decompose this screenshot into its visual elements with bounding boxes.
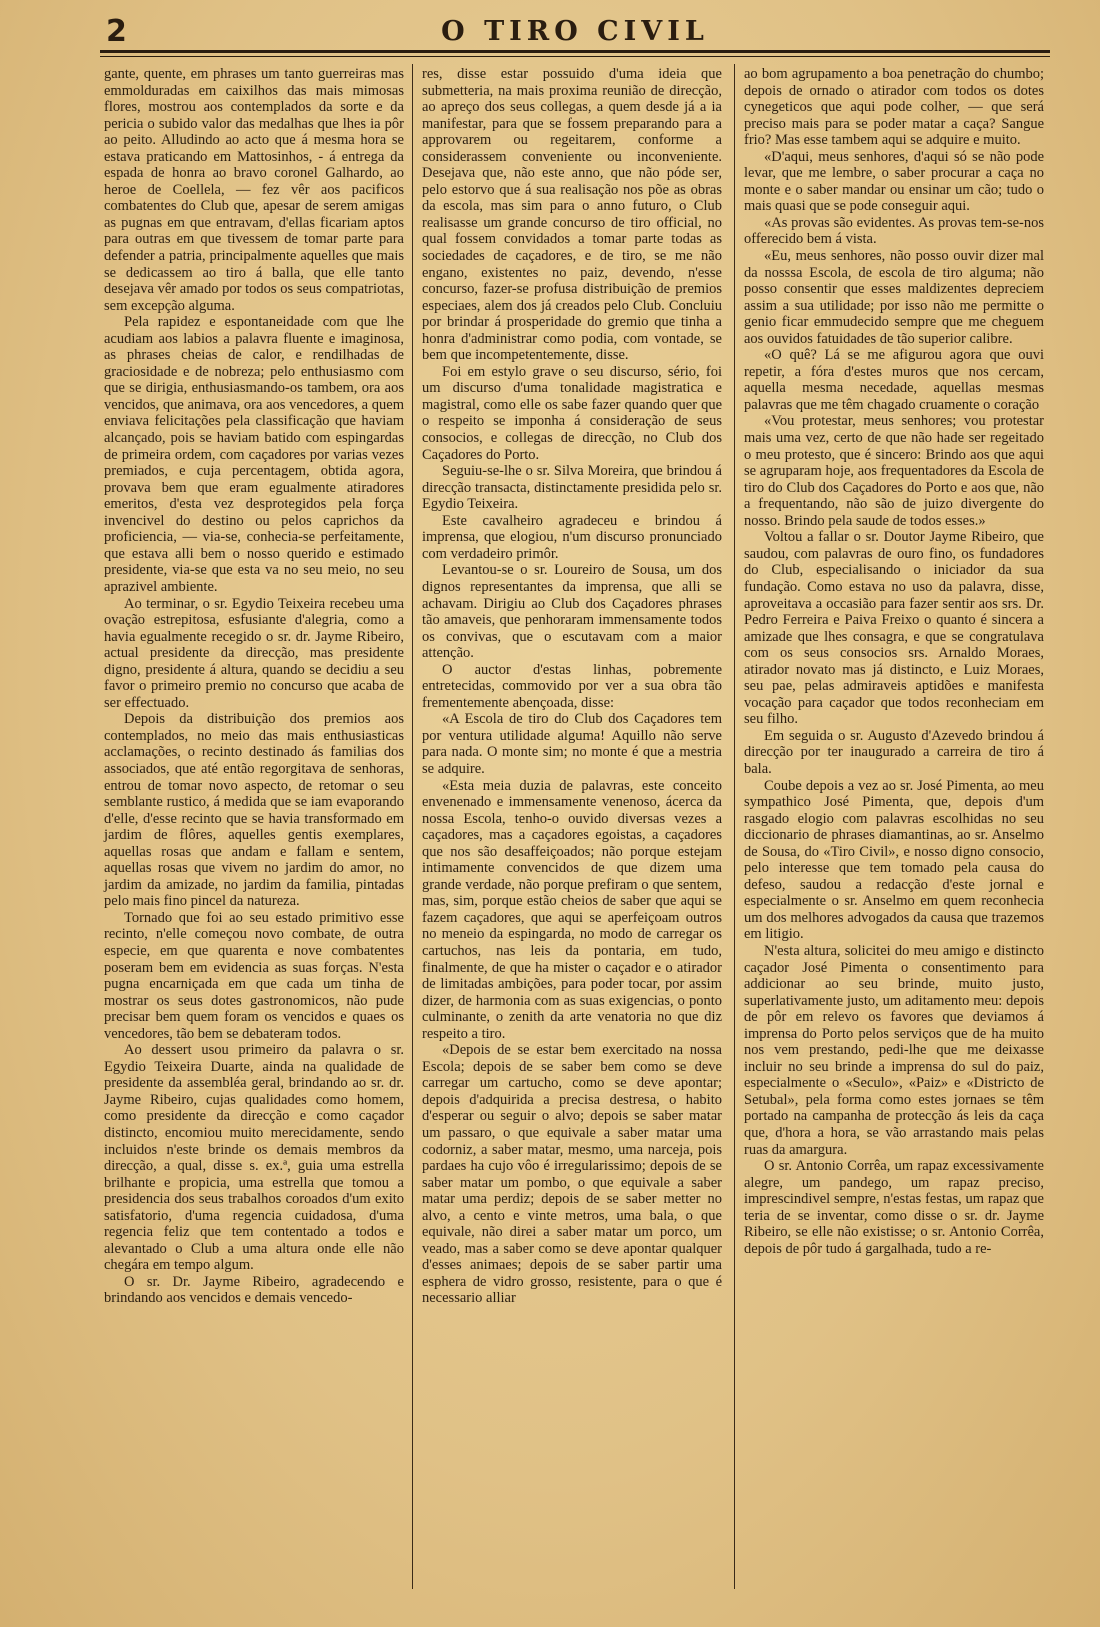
article-paragraph: Coube depois a vez ao sr. José Pimenta, ao meu sympathico José Pimenta, que, depois d'um rasgado elogio com palavras escolhidas no seu diccionario de phrases diamantinas, ao sr. Anselmo de Sousa, do «Tiro Civil», e nosso digno consocio, pelo interesse que tem tomado pela causa do defeso, saudou a redacção d'este jornal e especialmente o sr. Anselmo em quem reconhecia um dos melhores advogados da causa que trazemos em litigio. <box>744 777 1044 943</box>
column-3 <box>744 66 1044 1257</box>
column-1 <box>104 66 404 1307</box>
article-paragraph: «Depois de se estar bem exercitado na nossa Escola; depois de se saber bem como se deve carregar um cartucho, como se deve apontar; depois d'adquirida a precisa destresa, o habito d'esperar ou seguir o alvo; depois se saber matar um passaro, o que equivale a saber matar uma codorniz, a saber matar, mesmo, uma narceja, pois pardaes ha cujo vôo é irregularissimo; depois de se saber matar um pombo, o que equivale a saber matar uma perdiz; depois de se saber metter no alvo, a cento e vinte metros, uma bala, o que equivale, não direi a saber matar um porco, um veado, mas a saber como se deve apontar qualquer d'esses animaes; depois de se saber partir uma esphera de vidro grosso, resistente, para o que é necessario alliar <box>422 1042 722 1307</box>
article-paragraph: «As provas são evidentes. As provas tem-se-nos offerecido bem á vista. <box>744 214 1044 248</box>
journal-title: O TIRO CIVIL <box>441 16 709 47</box>
article-paragraph: Ao terminar, o sr. Egydio Teixeira recebeu uma ovação estrepitosa, esfusiante d'alegria, como a havia egualmente recegido o sr. dr. Jayme Ribeiro, actual presidente da direcção, mas presidente digno, presidente á altura, quando se decidiu a seu favor o primeiro premio no concurso que acaba de ser effectuado. <box>104 595 404 711</box>
article-paragraph: «Eu, meus senhores, não posso ouvir dizer mal da nosssa Escola, de escola de tiro alguma; não posso consentir que esses maldizentes depreciem assim a sua utilidade; por isso não me permitte o genio ficar emmudecido sempre que me cheguem aos ouvidos fatuidades de tão superior calibre. <box>744 248 1044 347</box>
column-separator-2 <box>734 64 735 1589</box>
article-paragraph: res, disse estar possuido d'uma ideia que submetteria, na mais proxima reunião de direcção, ao apreço dos seus collegas, a quem desde já a ia manifestar, para que se fossem preparando para a approvarem ou regeitarem, conforme a considerassem conveniente ou inconveniente. Desejava que, não este anno, que não póde ser, pelo estorvo que á sua realisação nos põe as obras da escola, mas sim para o anno futuro, o Club realisasse um grande concurso de tiro official, no qual fossem convidados a tomar parte todas as sociedades de caçadores, e de tiro, se me não engano, existentes no paiz, devendo, n'esse concurso, fazer-se profusa distribuição de premios especiaes, alem dos já creados pelo Club. Concluiu por brindar á prosperidade do gremio que tinha a honra d'administrar como podia, com vontade, se bem que incompetentemente, disse. <box>422 66 722 364</box>
article-paragraph: «O quê? Lá se me afigurou agora que ouvi repetir, a fóra d'estes muros que nos cercam, aquella mesma necedade, aquellas mesmas palavras que me têm chagado cruamente o coração <box>744 347 1044 413</box>
article-paragraph: O auctor d'estas linhas, pobremente entretecidas, commovido por ver a sua obra tão frementemente abençoada, disse: <box>422 661 722 711</box>
article-paragraph: Levantou-se o sr. Loureiro de Sousa, um dos dignos representantes da imprensa, que alli se achavam. Dirigiu ao Club dos Caçadores phrases tão amaveis, que penhoraram immensamente todos os convivas, que o escutavam com a maior attenção. <box>422 562 722 662</box>
article-paragraph: Seguiu-se-lhe o sr. Silva Moreira, que brindou á direcção transacta, distinctamente presidida pelo sr. Egydio Teixeira. <box>422 463 722 513</box>
article-paragraph: Voltou a fallar o sr. Doutor Jayme Ribeiro, que saudou, com palavras de ouro fino, os fundadores do Club, especialisando o iniciador da sua fundação. Como estava no uso da palavra, disse, aproveitava a occasião para fazer sentir aos srs. Dr. Pedro Ferreira e Paiva Freixo o quanto é sincera a amizade que lhes consagra, e que se congratulava com os seus consocios srs. Arnaldo Moraes, atirador novato mas já distincto, e Luiz Moraes, seu pae, pelas admiraveis aptidões e manifesta vocação para caçador que todos reconheciam em seu filho. <box>744 529 1044 728</box>
article-paragraph: Este cavalheiro agradeceu e brindou á imprensa, que elogiou, n'um discurso pronunciado com verdadeiro primôr. <box>422 512 722 562</box>
article-paragraph: «A Escola de tiro do Club dos Caçadores tem por ventura utilidade alguma! Aquillo não serve para nada. O monte sim; no monte é que a mestria se adquire. <box>422 711 722 777</box>
header-rule-thick <box>100 50 1050 53</box>
page-number: 2 <box>106 14 128 49</box>
article-paragraph: Em seguida o sr. Augusto d'Azevedo brindou á direcção por ter inaugurado a carreira de tiro á bala. <box>744 727 1044 777</box>
article-paragraph: «Vou protestar, meus senhores; vou protestar mais uma vez, certo de que não hade ser regeitado o meu protesto, que é sincero: Brindo aos que aqui se agruparam hoje, aos frequentadores da Escola de tiro do Club dos Caçadores do Porto e aos que, não a frequentando, não são de juizo divergente do nosso. Brindo pela saude de todos esses.» <box>744 413 1044 529</box>
column-2 <box>422 66 722 1307</box>
column-separator-1 <box>412 64 413 1589</box>
article-paragraph: «Esta meia duzia de palavras, este conceito envenenado e immensamente venenoso, ácerca da nossa Escola, tenho-o ouvido diversas vezes a caçadores, mas a caçadores egoistas, a caçadores que nos são desaffeiçoados; não porque estejam intimamente convencidos de que dizem uma grande verdade, não porque prefiram o que sentem, mas, sim, porque estão cheios de saber que aqui se fazem caçadores, que aqui se aperfeiçoam outros no meneio da espingarda, no modo de carregar os cartuchos, nas leis da pontaria, em tudo, finalmente, de que ha mister o caçador e o atirador de limitadas ambições, para poder tocar, por assim dizer, de harmonia com as suas exigencias, o ponto culminante, o zenith da arte venatoria no que diz respeito a tiro. <box>422 777 722 1042</box>
article-paragraph: «D'aqui, meus senhores, d'aqui só se não pode levar, que me lembre, o saber procurar a caça no monte e o saber mandar ou ensinar um cão; tudo o mais quasi que se pode conseguir aqui. <box>744 148 1044 215</box>
article-paragraph: O sr. Dr. Jayme Ribeiro, agradecendo e brindando aos vencidos e demais vencedo- <box>104 1273 404 1307</box>
page-header <box>100 14 1050 48</box>
article-paragraph: Pela rapidez e espontaneidade com que lhe acudiam aos labios a palavra fluente e imaginosa, as phrases cheias de calor, e rendilhadas de graciosidade e de nobreza; pelo enthusiasmo com que se dirigia, enthusiasmando-os tambem, ora aos vencidos, que animava, ora aos vencedores, a quem enviava felicitações pela classificação que haviam alcançado, pois se haviam batido com espingardas de primeira ordem, com caçadores por varias vezes premiados, e cuja percentagem, obtida agora, provava bem que eram egualmente atiradores emeritos, d'esta vez desprotegidos pela força invencivel do destino ou pelos caprichos da proficiencia, — via-se, conhecia-se perfeitamente, que estava alli bem o nosso querido e estimado presidente, via-se que esta va no seu meio, no seu aprazivel ambiente. <box>104 314 404 595</box>
article-paragraph: Tornado que foi ao seu estado primitivo esse recinto, n'elle começou novo combate, de outra especie, em que quarenta e nove combatentes poseram bem em evidencia as suas forças. N'esta pugna encarniçada em que cada um tinha de mostrar os seus dotes gastronomicos, não pude precisar bem quem foram os vencidos e quaes os vencedores, tão bem se debateram todos. <box>104 909 404 1042</box>
article-paragraph: Ao dessert usou primeiro da palavra o sr. Egydio Teixeira Duarte, ainda na qualidade de presidente da assembléa geral, brindando ao sr. dr. Jayme Ribeiro, cujas qualidades como homem, como presidente da direcção e como caçador distincto, encomiou muito merecidamente, sendo incluidos n'este brinde os demais membros da direcção, a qual, disse s. ex.ª, guia uma estrella brilhante e propicia, uma estrella que tomou a presidencia dos seus trabalhos coroados d'um exito satisfatorio, d'uma regencia cuidadosa, d'uma regencia feliz que tem contentado a todos e alevantado o Club a uma altura onde elle não chegára em tempo algum. <box>104 1042 404 1274</box>
article-paragraph: gante, quente, em phrases um tanto guerreiras mas emmolduradas em caixilhos das mais mimosas flores, mostrou aos contemplados da sorte e da pericia o subido valor das medalhas que lhes ia pôr ao peito. Alludindo ao acto que á mesma hora se estava praticando em Mattosinhos, - á entrega da espada de honra ao bravo coronel Galhardo, ao heroe de Coellela, — fez vêr aos pacificos combatentes do Club que, apesar de serem amigas as pugnas em que entravam, d'ellas ficariam aptos para outras em que tivessem de tomar parte para defender a patria, principalmente aquelles que mais se dedicassem ao tiro á balla, que elle tanto desejava vêr amado por todos os seus compatriotas, sem excepção alguma. <box>104 66 404 314</box>
article-paragraph: Foi em estylo grave o seu discurso, sério, foi um discurso d'uma tonalidade magistratica e magistral, como elle os sabe fazer quando quer que o respeito se imponha á consideração de seus consocios, e collegas de direcção, no Club dos Caçadores do Porto. <box>422 363 722 463</box>
article-paragraph: N'esta altura, solicitei do meu amigo e distincto caçador José Pimenta o consentimento para addicionar ao seu brinde, muito justo, superlativamente justo, um aditamento meu: depois de pôr em relevo os favores que deviamos á imprensa do Porto pelos serviços que de ha muito nos vem prestando, pedi-lhe que me deixasse incluir no seu brinde a imprensa do sul do paiz, especialmente o «Seculo», «Paiz» e «Districto de Setubal», pela forma como estes jornaes se têm portado na campanha de protecção ás leis da caça que, d'hora a hora, se vão arrastando mais pelas ruas da amargura. <box>744 942 1044 1158</box>
header-rule-thin <box>100 56 1050 57</box>
article-paragraph: ao bom agrupamento a boa penetração do chumbo; depois de ornado o atirador com todos os dotes cynegeticos que aqui pode colher, — que será preciso mais para se poder matar a caça? Sangue frio? Mas esse tambem aqui se adquire e muito. <box>744 66 1044 149</box>
article-paragraph: O sr. Antonio Corrêa, um rapaz excessivamente alegre, um pandego, um rapaz preciso, imprescindivel sempre, n'estas festas, um rapaz que teria de se inventar, como disse o sr. dr. Jayme Ribeiro, se elle não existisse; o sr. Antonio Corrêa, depois de pôr tudo á gargalhada, tudo a re- <box>744 1158 1044 1257</box>
article-paragraph: Depois da distribuição dos premios aos contemplados, no meio das mais enthusiasticas acclamações, o recinto destinado ás familias dos associados, que até então regorgitava de senhoras, entrou de tomar novo aspecto, de retomar o seu semblante rustico, á medida que se iam evaporando d'elle, d'esse recinto que se havia transformado em jardim de flôres, aquelles gentis exemplares, aquellas rosas que andam e fallam e sentem, aquellas rosas que vivem no jardim do amor, no jardim da amizade, no jardim da familia, pintadas pelo mais fino pincel da natureza. <box>104 711 404 910</box>
